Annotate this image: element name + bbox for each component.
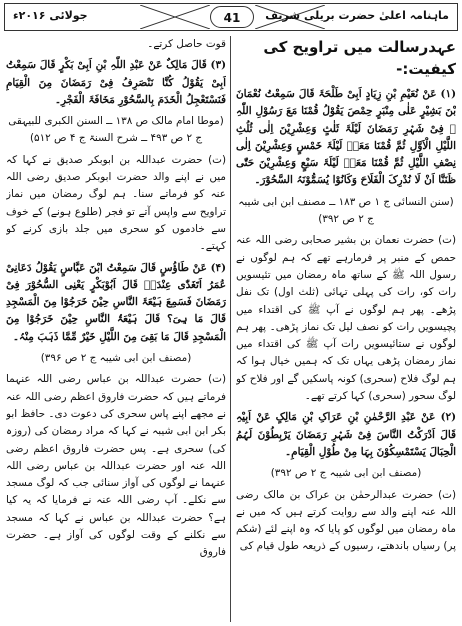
hadith-2-reference: (مصنف ابن ابی شیبہ ج ۲ ص ۳۹۲): [270, 467, 422, 480]
hadith-1-arabic: (۱) عَنْ نُعَیْمِ بْنِ زِیَادٍ اَبِیْ طَلْحَۃَ قَالَ سَمِعْتُ نُعْمَانَ بْنَ بَشِیْرٍ عَلٰی مِنْبَرٍ حِمْصَ یَقُوْلُ قُمْنَا مَعَ رَسُوْلِ اللّٰہِ ﷺ فِیْ شَہْرِ رَمَضَانَ لَیْلَۃَ ثَلٰثٍ وَعِشْرِیْنَ اِلٰی ثُلُثِ اللَّیْلِ الْاَوَّلِ ثُمَّ قُمْنَا مَعَہٗ لَیْلَۃَ خَمْسٍ وَعِشْرِیْنَ اِلٰی نِصْفِ اللَّیْلِ ثُمَّ قُمْنَا مَعَہٗ لَیْلَۃَ سَبْعٍ وَعِشْرِیْنَ حَتّٰی ظَنَنَّا اَنْ لَا نُدْرِکَ الْفَلَاحَ وَکَانُوْا یُسَمُّوْنَہُ السَّحُوْرَ۔: [236, 88, 456, 187]
hadith-3-arabic: (۳) قَالَ مَالِکٌ عَنْ عَبْدِ اللّٰہِ بْنِ اَبِیْ بَکْرٍ قَالَ سَمِعْتُ اَبِیْ یَقُوْلُ کُنَّا نَنْصَرِفُ فِیْ رَمَضَانَ مِنَ الْقِیَامِ فَنَسْتَعْجِلُ الْخَدَمَ بِالسَّحُوْرِ مَخَافَۃَ الْفَجْرِ۔: [6, 59, 226, 106]
hadith-4-arabic: (۴) عَنْ طَاؤُسٍ قَالَ سَمِعْتُ ابْنَ عَبَّاسٍ یَقُوْلُ دَعَانِیْ عُمَرُ اَتَغَدّٰی عِنْدَہٗ قَالَ اَبُوْبَکْرٍ یَعْنِی السُّحُوْرَ فِیْ رَمَضَانَ فَسَمِعَ ہَیْعَۃَ النَّاسِ حِیْنَ خَرَجُوْا مِنَ الْمَسْجِدِ قَالَ مَا ہِیَ؟ قَالَ ہَیْعَۃُ النَّاسِ حِیْنَ خَرَجُوْا مِنَ الْمَسْجِدِ قَالَ مَا بَقِیَ مِنَ اللَّیْلِ خَیْرٌ مِّمَّا ذَہَبَ مِنْہُ۔: [6, 261, 226, 343]
header-cross-ornament-left: [140, 5, 210, 29]
hadith-4-reference: (مصنف ابن ابی شیبہ ج ۲ ص ۳۹۶): [40, 352, 192, 365]
page-number: 41: [210, 6, 254, 28]
column-divider: [230, 36, 231, 622]
hadith-3-translation: (ت) حضرت عبداللہ بن ابوبکر صدیق نے کہا کہ میں نے اپنے والد حضرت ابوبکر صدیق رضی اللہ عنہ کو فرماتے سنا۔ ہم لوگ رمضان میں نماز تراویح سے واپس آتے تو فجر (طلوع ہونے) کے خوف سے خادموں کو سحری میں جلد بازی کرنے کو کہتے۔: [6, 153, 226, 253]
hadith-4-translation: (ت) حضرت عبداللہ بن عباس رضی اللہ عنہما فرماتے ہیں کہ حضرت فاروق اعظم رضی اللہ عنہ نے مجھے اپنے پاس سحری کی دعوت دی۔ حافظ ابو بکر ابن ابی شیبہ نے کہا کہ مراد رمضان کی (روزہ کی) سحری ہے۔ پس حضرت فاروق اعظم رضی اللہ عنہ اور حضرت عبداللہ بن عباس رضی اللہ عنہما نے لوگوں کی آواز سنائی جب کہ لوگ مسجد سے نکلے۔ آپ رضی اللہ عنہ نے فرمایا کہ یہ کیا ہے؟ حضرت عبداللہ بن عباس نے کہا کہ مسجد سے نکلنے کے وقت لوگوں کی آواز ہے۔ حضرت فاروق: [6, 373, 226, 559]
section-title: عہدرسالت میں تراویح کی کیفیت:-: [263, 38, 456, 78]
right-column: [236, 36, 456, 624]
hadith-3-reference: (موطا امام مالک ص ۱۳۸ ــ السنن الکبری للبیہقی ج ۲ ص ۴۹۳ ــ شرح السنۃ ج ۴ ص ۵۱۲): [8, 115, 224, 145]
hadith-1-translation: (ت) حضرت نعمان بن بشیر صحابی رضی اللہ عنہ حمص کے منبر پر فرمارہے تھے کہ ہم لوگوں نے رسول اللہ ﷺ کے ساتھ ماہ رمضان میں تئیسویں رات کو، رات کی پہلی تہائی (ثلث اول) تک نفل پڑھے۔ پھر ہم لوگوں نے آپ ﷺ کی اقتداء میں پچیسویں رات کو نصف لیل تک نماز پڑھی۔ پھر ہم لوگوں نے ستائیسویں رات آپ ﷺ کی اقتداء میں نماز رمضان پڑھی یہاں تک کہ ہمیں خیال ہوا کہ ہم لوگ فلاح (سحری) کونہ پاسکیں گے اور فلاح کو لوگ سحور (سحری) کہا کرتے تھے۔: [236, 234, 456, 403]
hadith-2-arabic: (۲) عَنْ عَبْدِ الرَّحْمٰنِ بْنِ عَرَاکِ بْنِ مَالِکٍ عَنْ اَبِیْہِ قَالَ اَدْرَکْتُ النَّاسَ فِیْ شَہْرِ رَمَضَانَ یَرْبِطُوْنَ لَہُمُ الْحِبَالَ یَسْتَمْسِکُوْنَ بِہَا مِنْ طُوْلِ الْقِیَامِ۔: [236, 411, 456, 458]
issue-date: جولائی ۲۰۱۶ء: [13, 9, 88, 22]
left-column: [6, 36, 226, 624]
hadith-2-translation: (ت) حضرت عبدالرحمٰن بن عراک بن مالک رضی اللہ عنہ اپنے والد سے روایت کرتے ہیں کہ میں نے ماہ رمضان میں لوگوں کو پایا کہ وہ اپنے لئے (شکم پر) رسیاں باندھتے، رسیوں کے ذریعہ طول قیام کی: [236, 488, 456, 553]
hadith-1-reference: (سنن النسائی ج ۱ ص ۱۸۳ ــ مصنف ابن ابی شیبہ ج ۲ ص ۳۹۲): [238, 195, 454, 226]
page-header: [4, 3, 458, 31]
continued-text: قوت حاصل کرتے۔: [147, 38, 226, 50]
magazine-name: ماہنامہ اعلیٰ حضرت بریلی شریف: [265, 9, 449, 22]
